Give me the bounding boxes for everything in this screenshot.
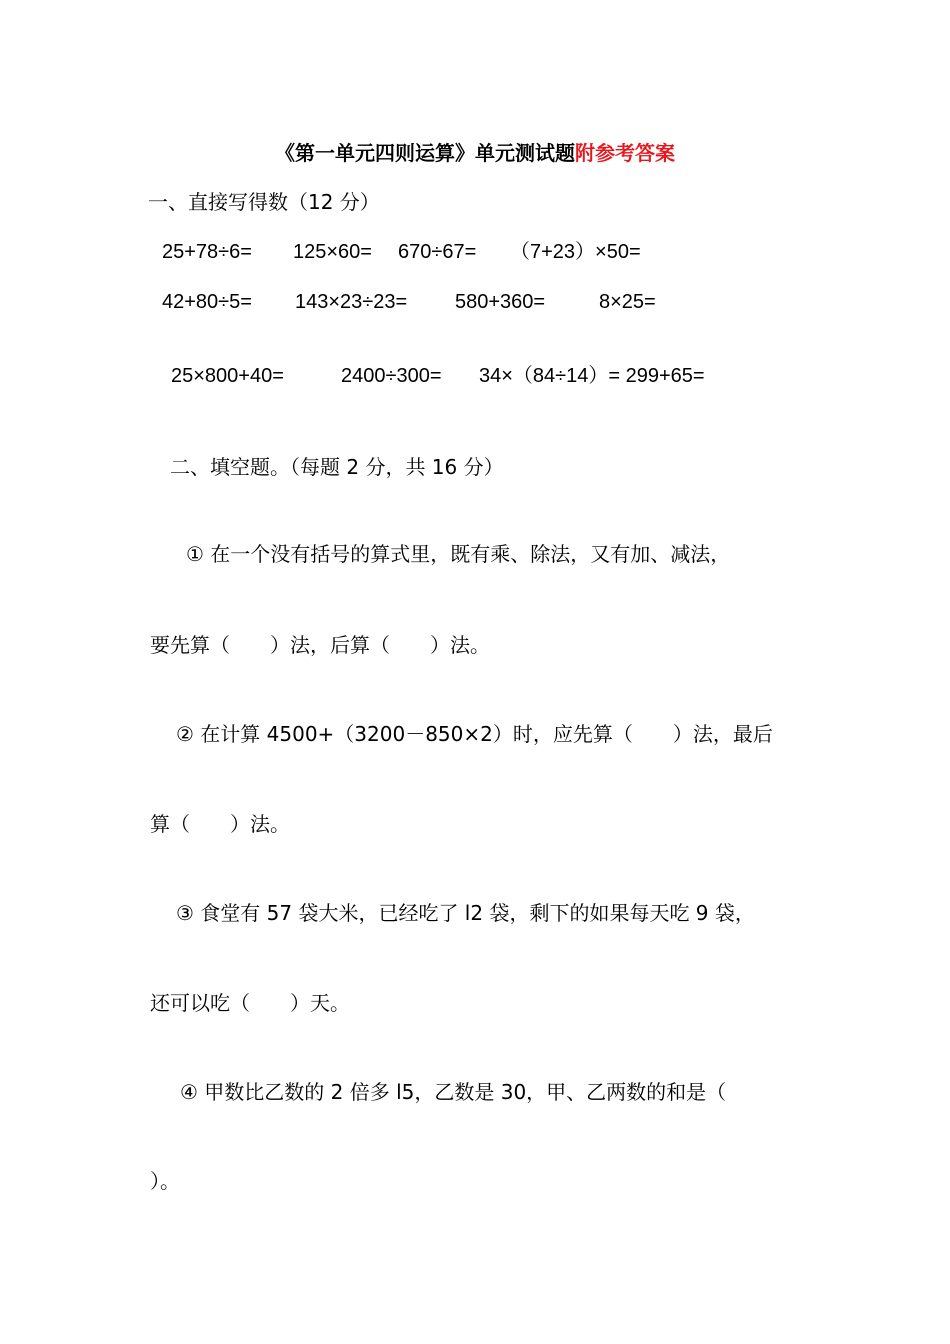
title-main: 《第一单元四则运算》单元测试题 xyxy=(275,141,575,165)
section1-heading: 一、直接写得数（12 分） xyxy=(148,190,380,214)
calc-item: 670÷67= xyxy=(398,241,477,263)
question-4-line1: ④ 甲数比乙数的 2 倍多 l5，乙数是 30，甲、乙两数的和是（ xyxy=(180,1080,727,1104)
question-2-line2: 算（ ）法。 xyxy=(150,812,290,836)
document-title xyxy=(0,139,950,167)
calc-item: 25+78÷6= xyxy=(162,241,252,263)
calc-item: （7+23）×50= xyxy=(510,241,641,263)
title-highlight: 附参考答案 xyxy=(575,141,675,165)
question-3-line1: ③ 食堂有 57 袋大米，已经吃了 l2 袋，剩下的如果每天吃 9 袋， xyxy=(176,901,755,925)
calc-item: 2400÷300= xyxy=(341,365,442,387)
calc-item: 580+360= xyxy=(455,291,546,313)
question-1-line1: ① 在一个没有括号的算式里，既有乘、除法，又有加、减法， xyxy=(186,542,731,566)
question-3-line2: 还可以吃（ ）天。 xyxy=(150,991,350,1015)
calc-item: 143×23÷23= xyxy=(295,291,408,313)
question-2-line1: ② 在计算 4500+（3200－850×2）时，应先算（ ）法，最后 xyxy=(176,722,773,746)
calc-item: 8×25= xyxy=(599,291,656,313)
calc-item: 25×800+40= xyxy=(171,365,284,387)
calc-item: 125×60= xyxy=(293,241,372,263)
question-1-line2: 要先算（ ）法，后算（ ）法。 xyxy=(150,633,490,657)
section2-heading: 二、填空题。（每题 2 分，共 16 分） xyxy=(170,455,504,479)
calc-item: 42+80÷5= xyxy=(162,291,252,313)
question-4-line2: ）。 xyxy=(150,1169,180,1193)
calc-item: 34×（84÷14）= 299+65= xyxy=(479,365,705,387)
